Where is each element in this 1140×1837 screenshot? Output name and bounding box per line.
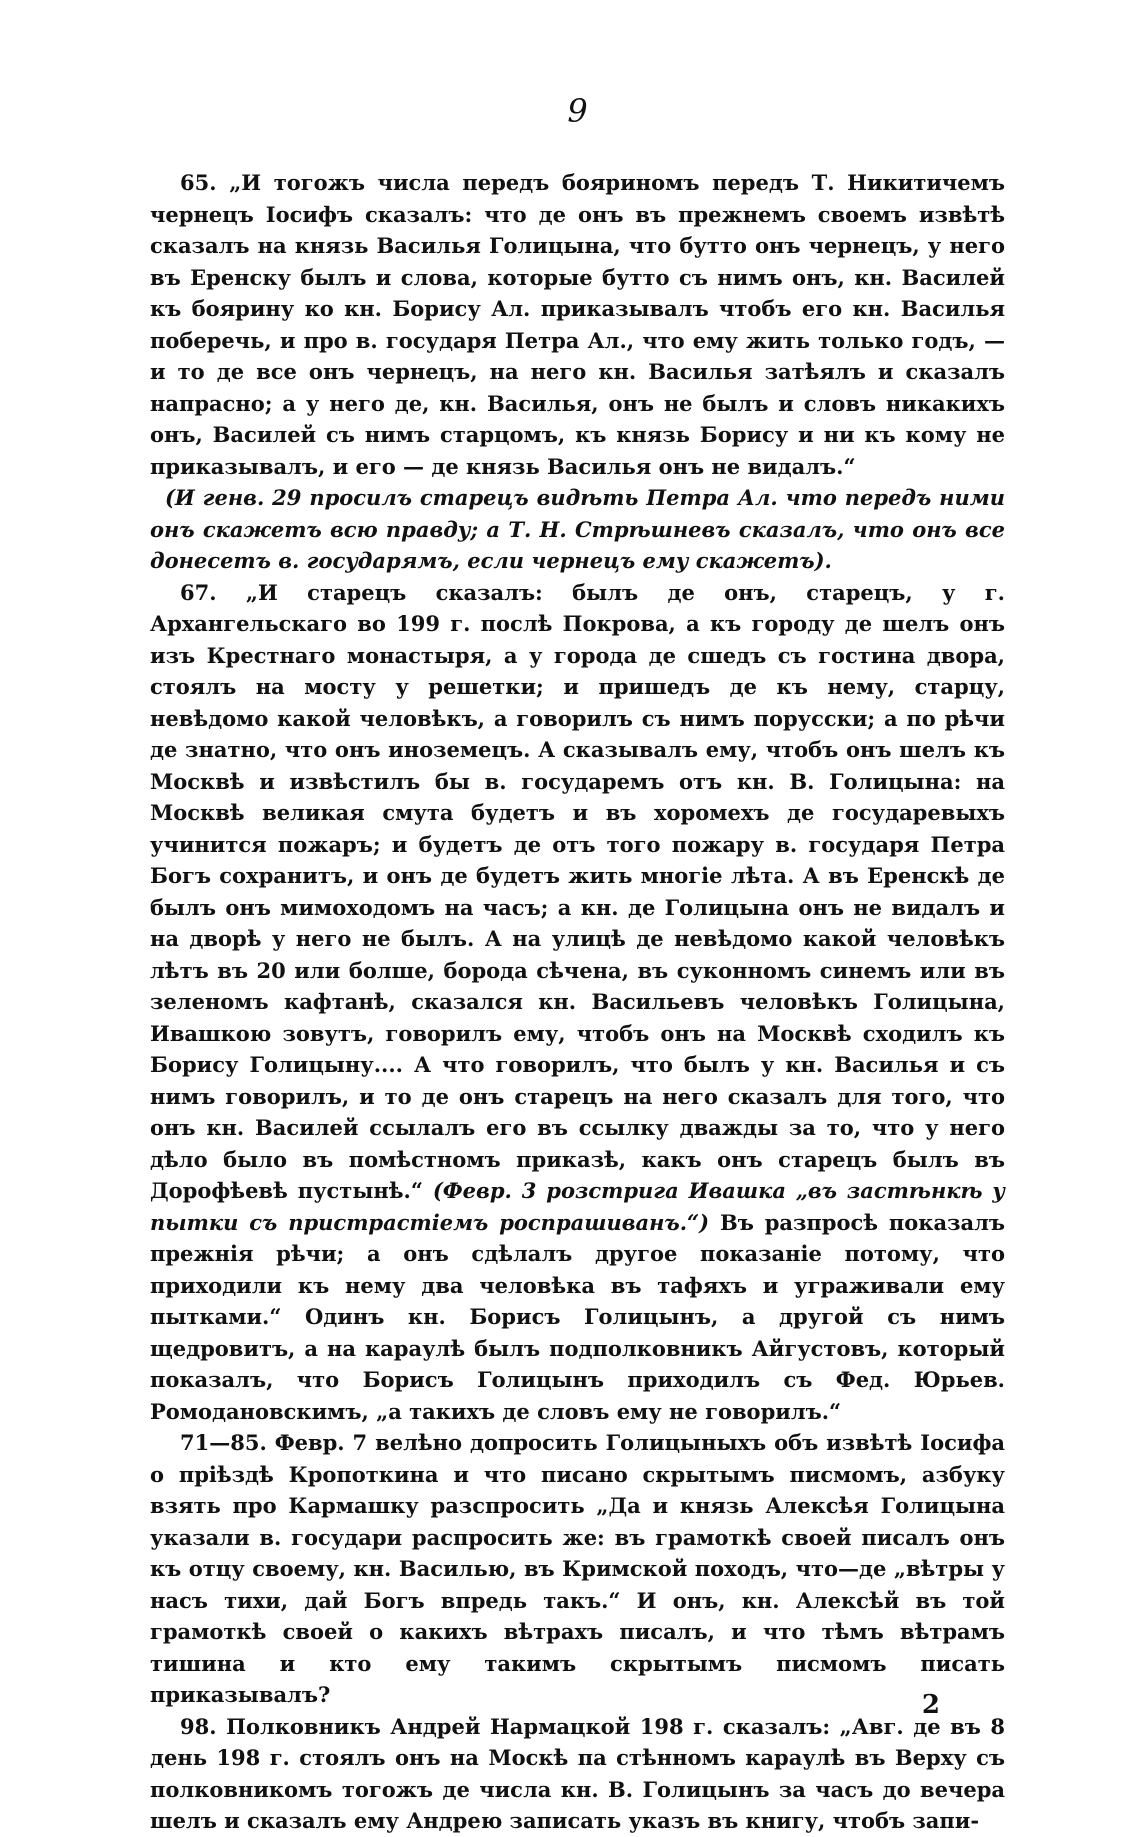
italic-insert: (Февр. 3 розстрига Ивашка „въ застѣнкѣ у пытки съ пристрастіемъ роспрашиванъ.“)	[150, 1178, 1005, 1235]
paragraph-text-continued: Въ разпросѣ показалъ прежнія рѣчи; а онъ сдѣлалъ другое показаніе потому, что приходили къ нему два человѣка въ тафяхъ и угрaживали ему пытками.“ Одинъ кн. Борисъ Голицынъ, а другой съ нимъ щедровитъ, а на караулѣ былъ подполковникъ Айгустовъ, который показалъ, что Борисъ Голицынъ приходилъ съ Фед. Юрьев. Ромодановскимъ, „а такихъ де словъ ему не говорилъ.“	[150, 1209, 1006, 1424]
paragraph-number: 71—85.	[180, 1430, 267, 1455]
signature-mark: 2	[921, 1690, 940, 1720]
paragraph-number: 65.	[180, 170, 217, 195]
page-number: 9	[567, 92, 588, 130]
paragraph-65	[150, 167, 1005, 482]
paragraph-67	[150, 577, 1005, 1428]
paragraph-text: Февр. 7 велѣно допросить Голицыныхъ объ извѣтѣ Іосифа о пріѣздѣ Кропоткина и что писано скрытымъ писмомъ, азбуку взять про Кармашку разспросить „Да и князь Алексѣя Голицына указали в. государи распросить же: въ грамоткѣ своей писалъ онъ къ отцу своему, кн. Василью, въ Кримской походъ, что—де „вѣтры у насъ тихи, дай Богъ впредь такъ.“ И онъ, кн. Алексѣй въ той грамоткѣ своей о какихъ вѣтрахъ писалъ, и что тѣмъ вѣтрамъ тишина и кто ему такимъ скрытымъ писмомъ писать приказывалъ?	[150, 1430, 1005, 1707]
paragraph-text: „И старецъ сказалъ: былъ де онъ, старецъ, у г. Архангельскаго во 199 г. послѣ Покрова, а къ городу де шелъ онъ изъ Крестнаго монастыря, а у города де сшедъ съ гостина двора, стоялъ на мосту у решетки; и пришедъ де къ нему, старцу, невѣдомо какой человѣкъ, а говорилъ съ нимъ порусски; а по рѣчи де знатно, что онъ иноземецъ. А сказывалъ ему, чтобъ онъ шелъ къ Москвѣ и извѣстилъ бы в. государемъ отъ кн. В. Голицына: на Москвѣ великая смута будетъ и въ хоромехъ де государевыхъ учинится пожаръ; и будетъ де отъ того пожару в. государя Петра Богъ сохранитъ, и онъ де будетъ жить многіе лѣта. А въ Еренскѣ де былъ онъ мимоходомъ на часъ; а кн. де Голицына онъ не видалъ и на дворѣ у него не былъ. А на улицѣ де невѣдомо какой человѣкъ лѣтъ въ 20 или болше, борода сѣчена, въ суконномъ синемъ или въ зеленомъ кафтанѣ, сказался кн. Васильевъ человѣкъ Голицына, Ивашкою зовутъ, говорилъ ему, чтобъ онъ на Москвѣ сходилъ къ Борису Голицыну.... А что говорилъ, что былъ у кн. Василья и съ нимъ говорилъ, и то де онъ старецъ на него сказалъ для того, что онъ кн. Василей ссылалъ его въ ссылку дважды за то, что у него дѣло было въ помѣстномъ приказѣ, какъ онъ старецъ былъ въ Дорофѣевѣ пустынѣ.“	[150, 579, 1005, 1203]
paragraph-number: 67.	[180, 579, 217, 605]
paragraph-text: „И тогожъ числа передъ бояриномъ передъ Т. Никитичемъ чернецъ Іосифъ сказалъ: что де онъ въ прежнемъ своемъ извѣтѣ сказалъ на князь Василья Голицына, что бутто онъ чернецъ, у негo въ Еренску былъ и слова, которые бутто съ нимъ онъ, кн. Василей къ боярину ко кн. Борису Ал. приказывалъ чтобъ его кн. Василья поберечь, и про в. государя Петра Ал., что ему жить только годъ, — и то де все онъ чернецъ, на него кн. Василья затѣялъ и сказалъ напрасно; а у него де, кн. Василья, онъ не былъ и словъ никакихъ онъ, Василей съ нимъ старцомъ, къ князь Борису и ни къ кому не приказывалъ, и его — де князь Василья онъ не видалъ.“	[150, 170, 1005, 479]
paragraph-text: Полковникъ Андрей Нармацкой 198 г. сказалъ: „Авг. де въ 8 день 198 г. стоялъ онъ на Москѣ па стѣнномъ караулѣ въ Верху съ полковникомъ тогожъ де числа кн. В. Голицынъ за часъ до вечера шелъ и сказалъ ему Андрею записать указъ въ книгу, чтобъ запи-	[150, 1713, 1005, 1833]
paragraph-71-85	[150, 1427, 1005, 1711]
italic-note: (И генв. 29 просилъ старецъ видѣть Петра Ал. что передъ ними онъ скажетъ всю правду; а Т. Н. Стрѣшневъ сказалъ, что онъ все донесетъ в. государямъ, если чернецъ ему скажетъ).	[150, 485, 1005, 573]
paragraph-98	[150, 1711, 1005, 1837]
paragraph-number: 98.	[180, 1713, 217, 1739]
